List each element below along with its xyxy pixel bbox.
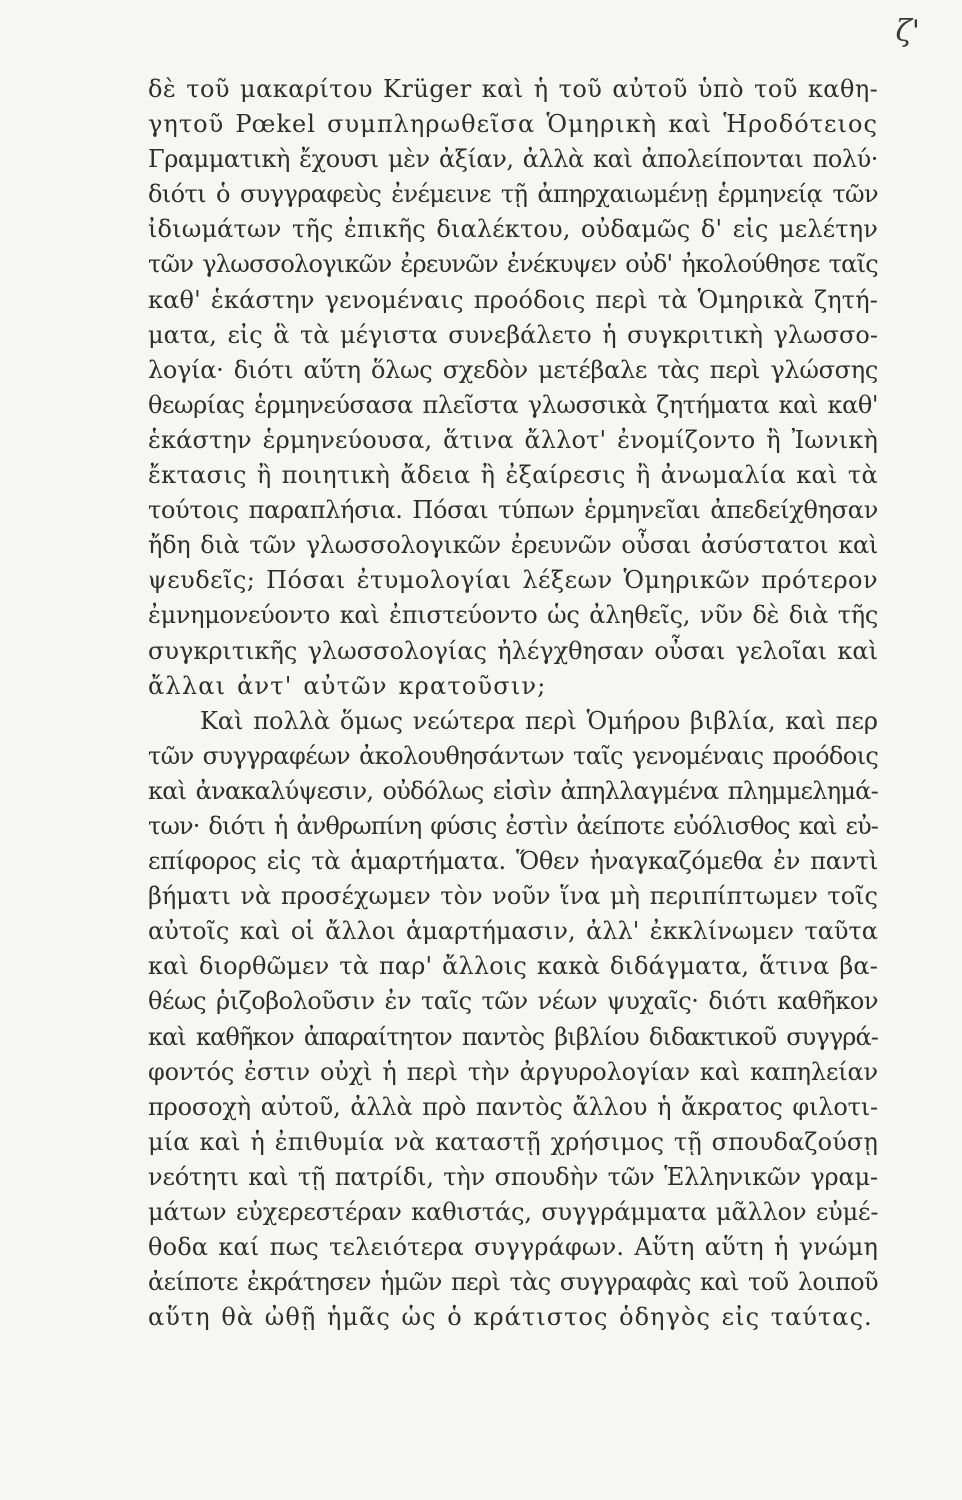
text-line: δὲ τοῦ μακαρίτου Krüger καὶ ἡ τοῦ αὐτοῦ ὑπὸ τοῦ καθη- (148, 75, 879, 103)
text-line: Γραμματικὴ ἔχουσι μὲν ἀξίαν, ἀλλὰ καὶ ἀπολείπονται πολύ· (148, 145, 878, 174)
text-line: καὶ διορθῶμεν τὰ παρ' ἄλλοις κακὰ διδάγματα, ἅτινα βα- (148, 952, 878, 981)
text-line: συγκριτικῆς γλωσσολογίας ἠλέγχθησαν οὖσαι γελοῖαι καὶ (148, 636, 878, 665)
text-line: ἑκάστην ἑρμηνεύουσα, ἅτινα ἄλλοτ' ἐνομίζοντο ἢ Ἰωνικὴ (148, 425, 878, 454)
text-line: μάτων εὐχερεστέραν καθιστάς, συγγράμματα μᾶλλον εὐμέ- (148, 1198, 879, 1226)
text-line: λογία· διότι αὕτη ὅλως σχεδὸν μετέβαλε τὰς περὶ γλώσσης (148, 355, 878, 384)
text-line: τούτοις παραπλήσια. Πόσαι τύπων ἑρμηνεῖαι ἀπεδείχθησαν (148, 496, 878, 525)
text-line: θεωρίας ἑρμηνεύσασα πλεῖστα γλωσσικὰ ζητήματα καὶ καθ' (148, 390, 878, 419)
page-body (148, 72, 878, 1335)
text-line: θέως ῥιζοβολοῦσιν ἐν ταῖς τῶν νέων ψυχαῖς· διότι καθῆκον (148, 987, 878, 1016)
text-line: βήματι νὰ προσέχωμεν τὸν νοῦν ἵνα μὴ περιπίπτωμεν τοῖς (148, 882, 878, 911)
page-corner-mark: ζ' (895, 14, 920, 49)
text-line: ματα, εἰς ἃ τὰ μέγιστα συνεβάλετο ἡ συγκριτικὴ γλωσσο- (148, 320, 878, 349)
text-line: ἀείποτε ἐκράτησεν ἡμῶν περὶ τὰς συγγραφὰς καὶ τοῦ λοιποῦ (148, 1268, 878, 1297)
text-line: αὐτοῖς καὶ οἱ ἄλλοι ἁμαρτήμασιν, ἀλλ' ἐκκλίνωμεν ταῦτα (148, 917, 878, 946)
text-line: των· διότι ἡ ἀνθρωπίνη φύσις ἐστὶν ἀείποτε εὐόλισθος καὶ εὐ- (148, 811, 878, 840)
text-line: νεότητι καὶ τῇ πατρίδι, τὴν σπουδὴν τῶν Ἑλληνικῶν γραμ- (148, 1162, 878, 1191)
paragraph-end-line: ἄλλαι ἀντ' αὐτῶν κρατοῦσιν; (148, 671, 547, 700)
paragraph-start-line: Καὶ πολλὰ ὅμως νεώτερα περὶ Ὁμήρου βιβλία, καὶ περ (200, 706, 878, 735)
text-line: προσοχὴ αὐτοῦ, ἀλλὰ πρὸ παντὸς ἄλλου ἡ ἄκρατος φιλοτι- (148, 1092, 878, 1121)
text-line: ἔκτασις ἢ ποιητικὴ ἄδεια ἢ ἐξαίρεσις ἢ ἀνωμαλία καὶ τὰ (148, 461, 878, 490)
text-line: φοντός ἐστιν οὐχὶ ἡ περὶ τὴν ἀργυρολογίαν καὶ καπηλείαν (148, 1057, 878, 1086)
text-line: διότι ὁ συγγραφεὺς ἐνέμεινε τῇ ἀπηρχαιωμένῃ ἑρμηνείᾳ τῶν (148, 180, 878, 209)
text-line: ἰδιωμάτων τῆς ἐπικῆς διαλέκτου, οὐδαμῶς δ' εἰς μελέτην (148, 215, 878, 244)
text-line: επίφορος εἰς τὰ ἁμαρτήματα. Ὅθεν ἠναγκαζόμεθα ἐν παντὶ (148, 847, 878, 876)
text-line: ἐμνημονεύοντο καὶ ἐπιστεύοντο ὡς ἀληθεῖς, νῦν δὲ διὰ τῆς (148, 601, 878, 630)
text-line: καὶ καθῆκον ἀπαραίτητον παντὸς βιβλίου διδακτικοῦ συγγρά- (148, 1022, 878, 1051)
text-line: θοδα καί πως τελειότερα συγγράφων. Αὕτη αὕτη ἡ γνώμη (148, 1233, 878, 1262)
paragraph-end-line: αὕτη θὰ ὠθῇ ἡμᾶς ὡς ὁ κράτιστος ὁδηγὸς εἰς ταύτας. (148, 1303, 873, 1332)
text-line: καθ' ἑκάστην γενομέναις προόδοις περὶ τὰ Ὁμηρικὰ ζητή- (148, 285, 878, 314)
text-line: γητοῦ Pœkel συμπληρωθεῖσα Ὁμηρικὴ καὶ Ἡροδότειος (148, 110, 878, 139)
text-line: μία καὶ ἡ ἐπιθυμία νὰ καταστῇ χρήσιμος τῇ σπουδαζούσῃ (148, 1127, 878, 1156)
text-line: ἤδη διὰ τῶν γλωσσολογικῶν ἐρευνῶν οὖσαι ἀσύστατοι καὶ (148, 531, 878, 560)
text-line: ψευδεῖς; Πόσαι ἐτυμολογίαι λέξεων Ὁμηρικῶν πρότερον (148, 566, 878, 595)
text-line: τῶν συγγραφέων ἀκολουθησάντων ταῖς γενομέναις προόδοις (148, 741, 879, 770)
text-line: καὶ ἀνακαλύψεσιν, οὐδόλως εἰσὶν ἀπηλλαγμένα πλημμελημά- (148, 776, 878, 805)
text-line: τῶν γλωσσολογικῶν ἐρευνῶν ἐνέκυψεν οὐδ' ἠκολούθησε ταῖς (148, 250, 878, 279)
